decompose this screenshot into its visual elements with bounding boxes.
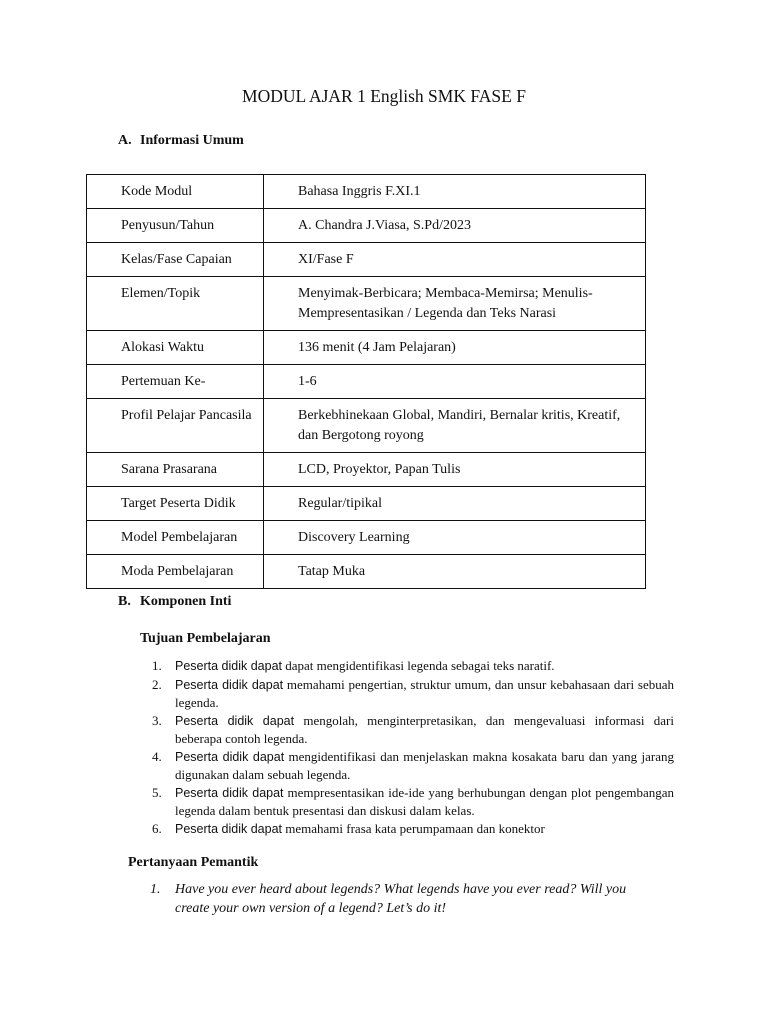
item-lead: Peserta didik dapat bbox=[175, 785, 284, 800]
pemantik-list bbox=[150, 880, 660, 918]
row-label: Alokasi Waktu bbox=[87, 331, 264, 365]
row-label: Penyusun/Tahun bbox=[87, 209, 264, 243]
section-a-heading bbox=[118, 133, 244, 149]
item-text: mempresentasikan ide-ide yang berhubungan dengan plot pengembangan legenda dalam bentuk presentasi dan diskusi dalam kelas. bbox=[175, 784, 674, 818]
item-text: Have you ever heard about legends? What legends have you ever read? Will you create your own version of a legend? Let’s do it! bbox=[175, 882, 627, 916]
row-value: A. Chandra J.Viasa, S.Pd/2023 bbox=[264, 209, 646, 243]
table-row bbox=[87, 243, 646, 277]
item-number: 3. bbox=[152, 712, 162, 728]
list-item bbox=[140, 657, 674, 676]
section-b-heading bbox=[118, 594, 231, 610]
item-number: 1. bbox=[150, 882, 161, 897]
row-value: Bahasa Inggris F.XI.1 bbox=[264, 175, 646, 209]
list-item bbox=[140, 676, 674, 712]
row-label: Model Pembelajaran bbox=[87, 521, 264, 555]
item-lead: Peserta didik dapat bbox=[175, 713, 295, 728]
table-row bbox=[87, 175, 646, 209]
table-row bbox=[87, 453, 646, 487]
row-value: 136 menit (4 Jam Pelajaran) bbox=[264, 331, 646, 365]
item-text: memahami frasa kata perumpamaan dan konektor bbox=[282, 820, 545, 836]
item-number: 6. bbox=[152, 820, 162, 836]
table-row bbox=[87, 399, 646, 453]
tujuan-heading: Tujuan Pembelajaran bbox=[140, 631, 271, 646]
item-number: 4. bbox=[152, 748, 162, 764]
item-lead: Peserta didik dapat bbox=[175, 821, 283, 836]
section-b-letter: B. bbox=[118, 594, 131, 609]
item-text: memahami pengertian, struktur umum, dan unsur kebahasaan dari sebuah legenda. bbox=[175, 676, 674, 710]
row-value: Regular/tipikal bbox=[264, 487, 646, 521]
table-row bbox=[87, 331, 646, 365]
list-item bbox=[150, 880, 660, 918]
row-value: 1-6 bbox=[264, 365, 646, 399]
row-value: XI/Fase F bbox=[264, 243, 646, 277]
row-label: Pertemuan Ke- bbox=[87, 365, 264, 399]
info-table bbox=[86, 174, 646, 589]
list-item bbox=[140, 784, 674, 820]
tujuan-list bbox=[140, 657, 674, 838]
item-text: mengolah, menginterpretasikan, dan mengevaluasi informasi dari beberapa contoh legenda. bbox=[175, 712, 674, 746]
row-label: Elemen/Topik bbox=[87, 277, 264, 331]
table-row bbox=[87, 209, 646, 243]
table-row bbox=[87, 277, 646, 331]
row-label: Target Peserta Didik bbox=[87, 487, 264, 521]
item-number: 2. bbox=[152, 676, 162, 692]
row-label: Sarana Prasarana bbox=[87, 453, 264, 487]
row-value: Berkebhinekaan Global, Mandiri, Bernalar kritis, Kreatif, dan Bergotong royong bbox=[264, 399, 646, 453]
section-a-letter: A. bbox=[118, 133, 132, 148]
row-value: Discovery Learning bbox=[264, 521, 646, 555]
table-row bbox=[87, 365, 646, 399]
table-row bbox=[87, 555, 646, 589]
row-value: Menyimak-Berbicara; Membaca-Memirsa; Menulis-Mempresentasikan / Legenda dan Teks Narasi bbox=[264, 277, 646, 331]
document-title: MODUL AJAR 1 English SMK FASE F bbox=[242, 86, 526, 106]
row-label: Profil Pelajar Pancasila bbox=[87, 399, 264, 453]
item-lead: Peserta didik dapat bbox=[175, 659, 283, 673]
item-text: mengidentifikasi dan menjelaskan makna kosakata baru dan yang jarang digunakan dalam sebuah legenda. bbox=[175, 748, 674, 782]
list-item bbox=[140, 820, 674, 839]
table-row bbox=[87, 487, 646, 521]
section-b-title: Komponen Inti bbox=[140, 594, 232, 609]
list-item bbox=[140, 748, 674, 784]
section-a-title: Informasi Umum bbox=[140, 133, 244, 148]
pemantik-heading: Pertanyaan Pemantik bbox=[128, 855, 259, 870]
item-text: dapat mengidentifikasi legenda sebagai teks naratif. bbox=[282, 658, 555, 673]
row-value: Tatap Muka bbox=[264, 555, 646, 589]
table-row bbox=[87, 521, 646, 555]
row-value: LCD, Proyektor, Papan Tulis bbox=[264, 453, 646, 487]
row-label: Moda Pembelajaran bbox=[87, 555, 264, 589]
item-lead: Peserta didik dapat bbox=[175, 677, 284, 692]
row-label: Kode Modul bbox=[87, 175, 264, 209]
row-label: Kelas/Fase Capaian bbox=[87, 243, 264, 277]
item-lead: Peserta didik dapat bbox=[175, 749, 285, 764]
item-number: 1. bbox=[152, 658, 162, 673]
item-number: 5. bbox=[152, 784, 162, 800]
list-item bbox=[140, 712, 674, 748]
